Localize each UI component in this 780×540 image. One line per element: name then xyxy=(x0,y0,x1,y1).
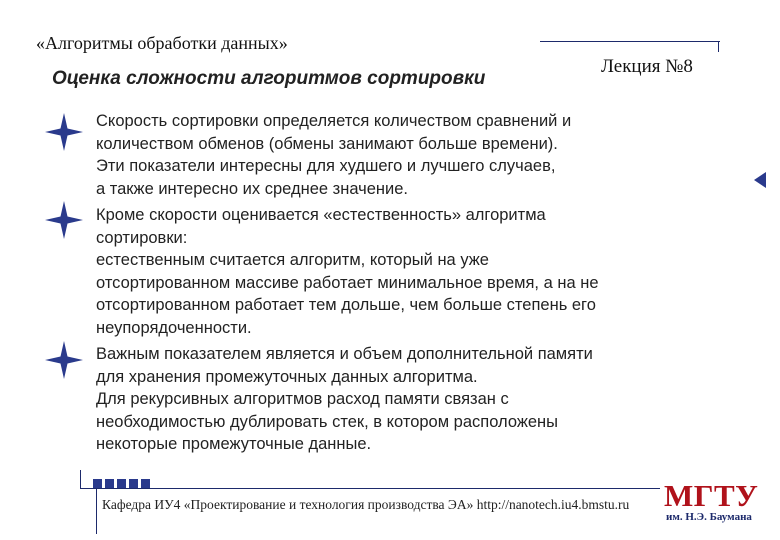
lecture-number: Лекция №8 xyxy=(601,56,693,77)
footer-department: Кафедра ИУ4 «Проектирование и технология производства ЭА» http://nanotech.iu4.bmstu.ru xyxy=(102,497,630,512)
bullet-block-naturalness xyxy=(96,204,696,340)
four-point-star-icon xyxy=(44,112,84,152)
university-logo-subtitle: им. Н.Э. Баумана xyxy=(666,511,752,523)
course-title: «Алгоритмы обработки данных» xyxy=(36,33,288,53)
text-line: Эти показатели интересны для худшего и лучшего случаев, xyxy=(96,157,556,176)
text-line: количеством обменов (обмены занимают больше времени). xyxy=(96,134,558,153)
text-line: отсортированном работает тем дольше, чем больше степень его xyxy=(96,296,596,315)
footer-square xyxy=(141,479,150,488)
footer-square xyxy=(93,479,102,488)
text-line: Важным показателем является и объем дополнительной памяти xyxy=(96,345,593,363)
footer-rule xyxy=(80,488,660,489)
text-line: необходимостью дублировать стек, в котором расположены xyxy=(96,412,558,431)
bullet-block-speed xyxy=(96,110,696,200)
text-line: Кроме скорости оценивается «естественность» алгоритма xyxy=(96,206,546,224)
footer-square xyxy=(129,479,138,488)
header-rule-tick xyxy=(718,41,719,52)
slide-edge-marker xyxy=(754,172,766,188)
text-line: некоторые промежуточные данные. xyxy=(96,435,372,454)
header-rule xyxy=(540,41,720,42)
text-line: Для рекурсивных алгоритмов расход памяти связан с xyxy=(96,390,509,409)
footer-rule-tick xyxy=(80,470,81,488)
text-line: естественным считается алгоритм, который на уже xyxy=(96,251,489,270)
footer-square xyxy=(117,479,126,488)
text-line: Скорость сортировки определяется количеством сравнений и xyxy=(96,112,572,130)
footer-square xyxy=(105,479,114,488)
bullet-block-memory xyxy=(96,343,696,456)
four-point-star-icon xyxy=(44,200,84,240)
footer-squares xyxy=(93,479,150,488)
text-line: неупорядоченности. xyxy=(96,318,252,337)
text-line: отсортированном массиве работает минимальное время, а на не xyxy=(96,273,599,292)
slide-title: Оценка сложности алгоритмов сортировки xyxy=(52,68,486,89)
university-logo: МГТУ xyxy=(664,478,759,513)
footer-left-rule xyxy=(96,488,97,534)
text-line: а также интересно их среднее значение. xyxy=(96,179,409,198)
text-line: для хранения промежуточных данных алгоритма. xyxy=(96,367,478,386)
four-point-star-icon xyxy=(44,340,84,380)
text-line: сортировки: xyxy=(96,228,188,247)
